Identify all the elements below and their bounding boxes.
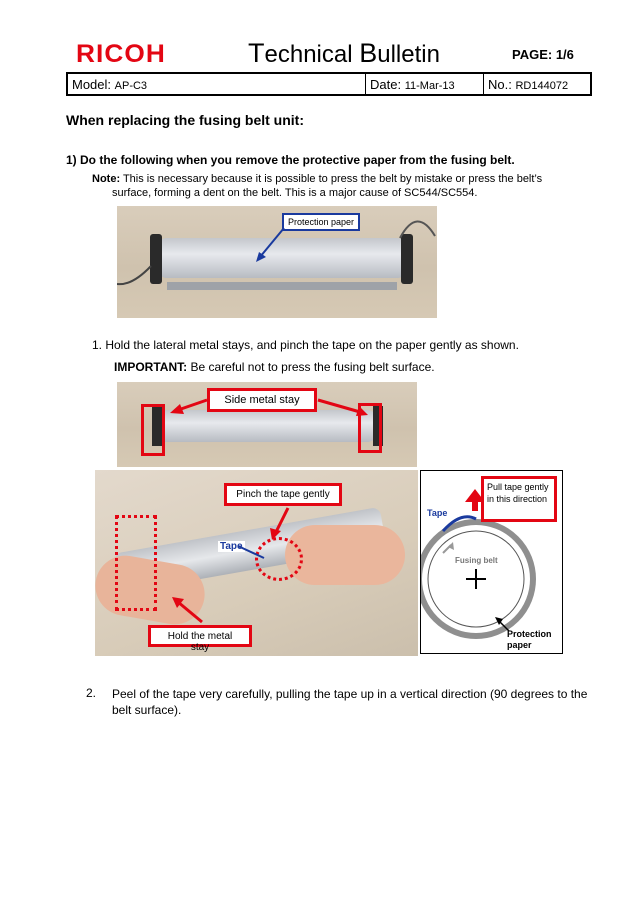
arrow-icon (160, 500, 300, 630)
important-text: Be careful not to press the fusing belt surface. (187, 360, 435, 374)
pull-tape-label: Pull tape gently in this direction (481, 476, 557, 522)
protection-paper-label: Protection paper (282, 213, 360, 231)
title-letter-t: T (248, 38, 265, 68)
ricoh-logo: RICOH (76, 40, 166, 68)
date-cell (366, 74, 484, 94)
pinch-tape-label: Pinch the tape gently (224, 483, 342, 506)
side-metal-stay-label: Side metal stay (207, 388, 317, 412)
arrow-icon (160, 390, 400, 430)
fusing-belt-label: Fusing belt (455, 556, 498, 565)
important-note (114, 360, 435, 374)
hold-metal-stay-label: Hold the metal stay (148, 625, 252, 647)
tape-pull-diagram (420, 470, 563, 654)
date-label: Date: (370, 77, 402, 92)
metal-stay-highlight (115, 515, 157, 611)
photo-tape-label: Tape (220, 541, 243, 552)
note-text (92, 172, 582, 200)
arrow-icon (250, 225, 290, 265)
protection-paper-diagram-label: Protection paper (507, 629, 552, 650)
diagram-tape-label: Tape (427, 508, 448, 518)
number-value: RD144072 (515, 80, 569, 92)
title-part-1: echnical (264, 41, 360, 68)
title-part-2: ulletin (377, 41, 440, 68)
document-title (248, 38, 440, 69)
page-number: PAGE: 1/6 (512, 47, 574, 62)
model-cell (68, 74, 366, 94)
note-line-2: surface, forming a dent on the belt. This is a major cause of SC544/SC554. (112, 187, 478, 199)
title-letter-b: B (359, 38, 378, 68)
sub-step-2-text: Peel of the tape very carefully, pulling the tape up in a vertical direction (90 degrees to the belt surface). (112, 687, 588, 717)
number-label: No.: (488, 77, 512, 92)
step-1-instruction: 1) Do the following when you remove the protective paper from the fusing belt. (66, 153, 515, 167)
sub-step-1: 1. Hold the lateral metal stays, and pinch the tape on the paper gently as shown. (92, 338, 519, 352)
note-line-1: This is necessary because it is possible to press the belt by mistake or press the belt’s (120, 173, 543, 185)
sub-step-2-number: 2. (86, 686, 97, 700)
important-label: IMPORTANT: (114, 360, 188, 374)
date-value: 11-Mar-13 (404, 80, 455, 92)
section-heading: When replacing the fusing belt unit: (66, 112, 304, 128)
note-label: Note: (92, 173, 121, 185)
model-label: Model: (72, 77, 112, 92)
hand-right (285, 525, 405, 585)
model-value: AP-C3 (114, 80, 148, 92)
meta-table (66, 72, 592, 96)
number-cell (484, 74, 590, 94)
